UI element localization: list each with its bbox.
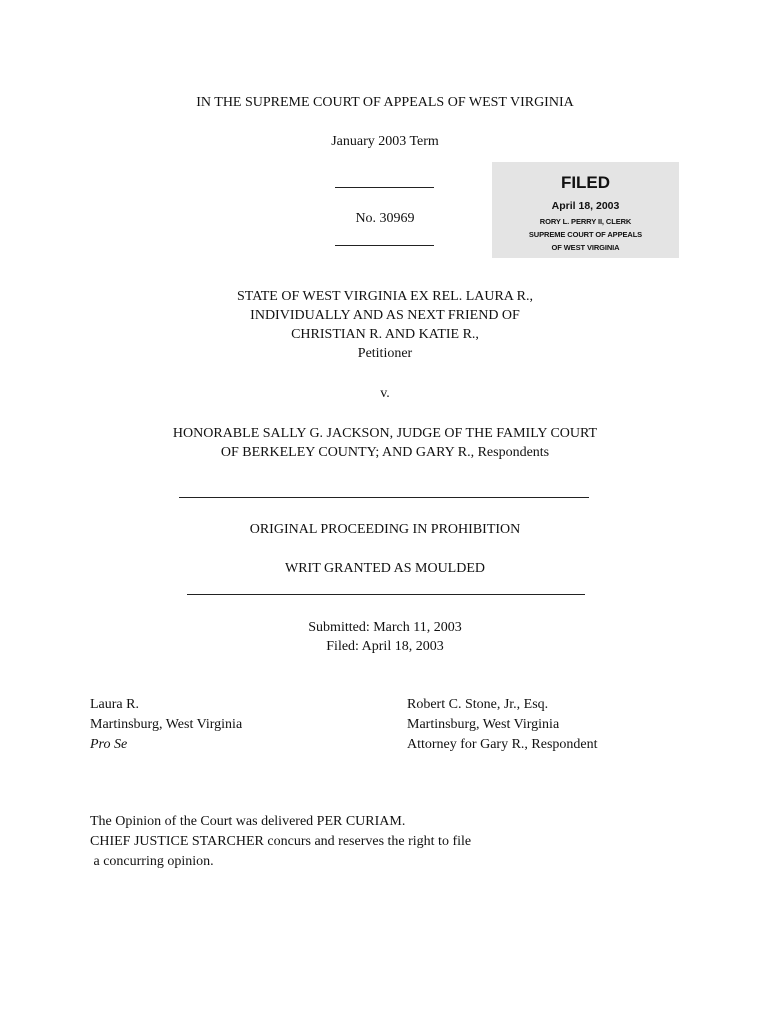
term-label: January 2003 Term	[331, 134, 439, 149]
filed-date: Filed: April 18, 2003	[326, 639, 444, 654]
respondent-line-1: HONORABLE SALLY G. JACKSON, JUDGE OF THE FAMILY COURT	[172, 426, 598, 441]
proceeding-type: ORIGINAL PROCEEDING IN PROHIBITION	[249, 522, 521, 537]
filed-stamp-clerk: RORY L. PERRY II, CLERK	[539, 217, 632, 226]
case-number-top-rule	[335, 187, 434, 188]
section-divider-top	[179, 497, 589, 498]
counsel-respondent-role: Attorney for Gary R., Respondent	[407, 737, 598, 752]
filed-stamp-title: FILED	[560, 173, 611, 192]
counsel-petitioner-name: Laura R.	[90, 697, 139, 712]
opinion-note	[90, 812, 471, 872]
proceeding-disposition: WRIT GRANTED AS MOULDED	[284, 561, 485, 576]
counsel-petitioner-role: Pro Se	[90, 737, 128, 752]
section-divider-bottom	[187, 594, 585, 595]
filed-stamp-date: April 18, 2003	[551, 200, 620, 212]
counsel-respondent-name: Robert C. Stone, Jr., Esq.	[407, 697, 549, 712]
court-heading: IN THE SUPREME COURT OF APPEALS OF WEST VIRGINIA	[196, 95, 574, 110]
case-number-bottom-rule	[335, 245, 434, 246]
filed-stamp	[492, 162, 679, 258]
counsel-respondent-location: Martinsburg, West Virginia	[407, 717, 560, 732]
counsel-petitioner	[90, 695, 242, 755]
counsel-respondent	[407, 695, 598, 755]
opinion-line-1: The Opinion of the Court was delivered PER CURIAM.	[90, 814, 406, 829]
respondent-line-2: OF BERKELEY COUNTY; AND GARY R., Respondents	[220, 445, 550, 460]
petitioner-line-1: STATE OF WEST VIRGINIA EX REL. LAURA R.,	[236, 289, 533, 304]
petitioner-label: Petitioner	[357, 346, 413, 361]
petitioner-line-2: INDIVIDUALLY AND AS NEXT FRIEND OF	[250, 308, 520, 323]
petitioner-line-3: CHRISTIAN R. AND KATIE R.,	[291, 327, 479, 342]
submitted-date: Submitted: March 11, 2003	[308, 620, 462, 635]
opinion-line-3: a concurring opinion.	[90, 854, 214, 869]
filed-stamp-court-line1: SUPREME COURT OF APPEALS	[528, 230, 643, 239]
filed-stamp-court-line2: OF WEST VIRGINIA	[551, 243, 620, 252]
versus-label: v.	[380, 386, 390, 401]
opinion-line-2: CHIEF JUSTICE STARCHER concurs and reserves the right to file	[90, 834, 472, 849]
case-number: No. 30969	[355, 211, 415, 226]
counsel-petitioner-location: Martinsburg, West Virginia	[90, 717, 243, 732]
